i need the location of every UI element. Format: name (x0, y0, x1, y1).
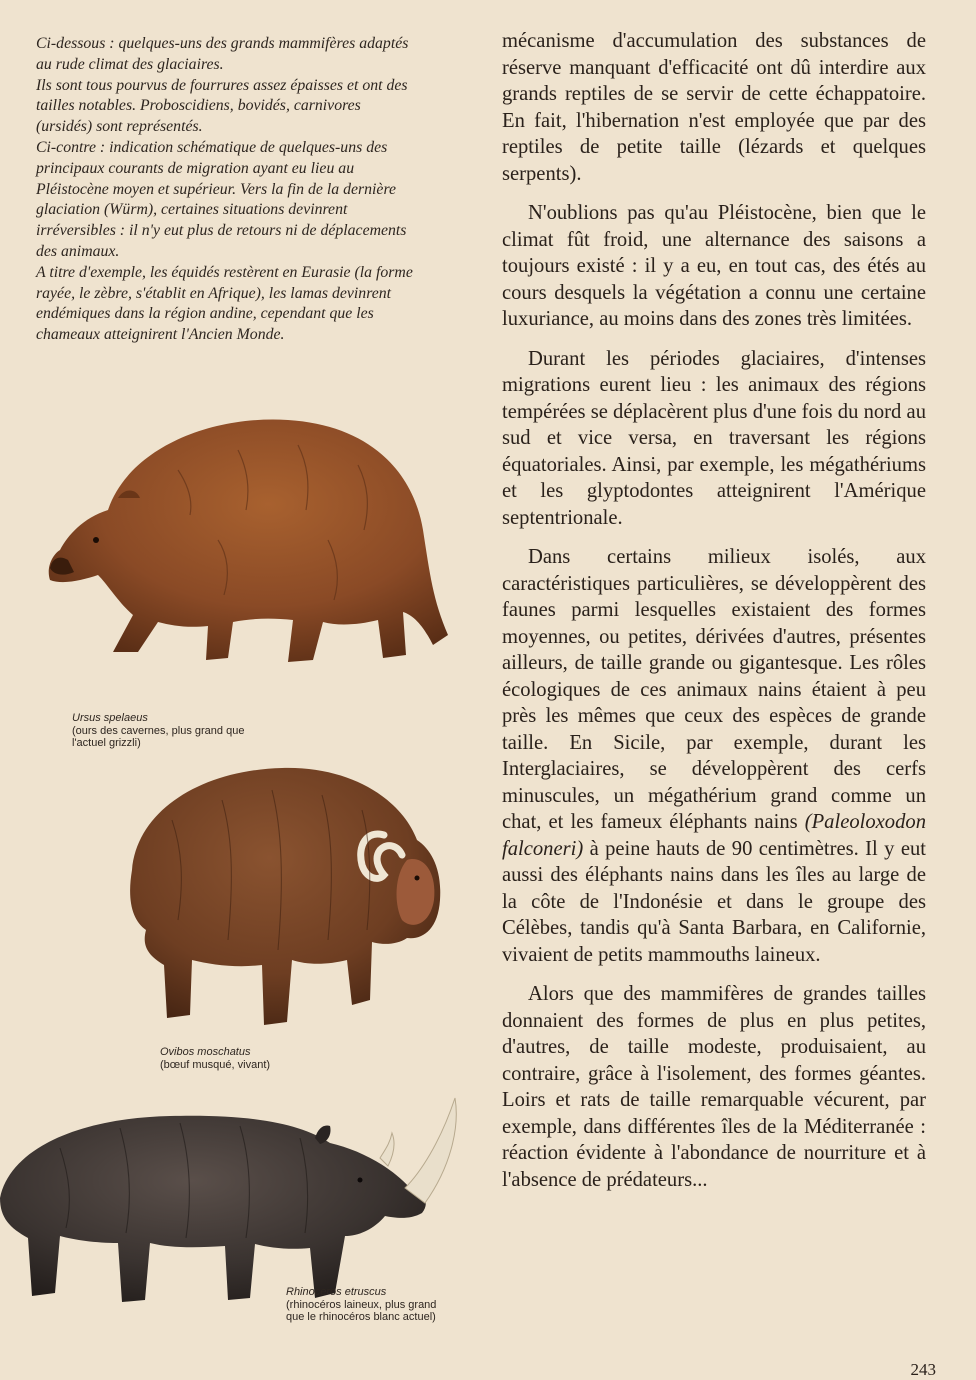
paragraph-text: à peine hauts de 90 centimètres. Il y eut aussi des éléphants nains dans les îles au large de la côte de l'Indonésie et dans le groupe des Célèbes, tandis qu'à Santa Barbara, en Californie, vivaient de petits mammouths laineux. (502, 837, 926, 966)
common-name: (rhinocéros laineux, plus grand que le rhinocéros blanc actuel) (286, 1298, 437, 1323)
caption-line: Ils sont tous pourvus de fourrures assez épaisses et ont des tailles notables. Proboscidiens, bovidés, carnivores (ursidés) sont représentés. (36, 76, 408, 136)
caption-line: Ci-contre : indication schématique de quelques-uns des principaux courants de migration ayant eu lieu au Pléistocène moyen et supérieur. Vers la fin de la dernière glaciation (Würm), certaines situations devinrent irréversibles : il n'y eut plus de retours ni de déplacements des animaux. (36, 138, 407, 260)
common-name: (bœuf musqué, vivant) (160, 1058, 271, 1071)
cave-bear-illustration (38, 390, 458, 710)
woolly-rhino-illustration (0, 1088, 470, 1318)
paragraph: Alors que des mammifères de grandes tailles donnaient des formes de plus en plus petites, d'autres, de taille modeste, produisaient, au contraire, grâce à l'isolement, des formes géantes. Loirs et rats de taille remarquable vécurent, par exemple, dans différentes îles de la Méditerranée : réaction évidente à l'abondance de nourriture et à l'absence de prédateurs... (502, 983, 926, 1191)
cave-bear-legend (72, 712, 272, 750)
caption-line: A titre d'exemple, les équidés restèrent en Eurasie (la forme rayée, le zèbre, s'établit en Afrique), les lamas devinrent endémiques dans la région andine, cependant que les chameaux atteignirent l'Ancien Monde. (36, 263, 413, 344)
page-number: 243 (910, 1360, 936, 1379)
scientific-name: Ursus spelaeus (72, 712, 148, 724)
scientific-name: Ovibos moschatus (160, 1046, 251, 1058)
species-name: (Paleoloxodon falconeri) (502, 811, 926, 860)
paragraph: N'oublions pas qu'au Pléistocène, bien que le climat fût froid, une alternance des saisons a toujours existé : il y a eu, en tout cas, des étés au cours desquels la végétation a connu une certaine luxuriance, au moins dans des zones très limitées. (502, 202, 926, 330)
figure-caption (36, 34, 420, 346)
caption-line: Ci-dessous : quelques-uns des grands mammifères adaptés au rude climat des glaciaires. (36, 35, 409, 73)
musk-ox-illustration (112, 760, 452, 1050)
body-text (502, 28, 926, 1206)
scientific-name: Rhinoceros etruscus (286, 1286, 387, 1298)
paragraph: Durant les périodes glaciaires, d'intenses migrations eurent lieu : les animaux des régions tempérées se déplacèrent plus d'une fois du nord au sud et vice versa, en traversant les régions équatoriales. Ainsi, par exemple, les mégathériums et les glyptodontes atteignirent l'Amérique septentrionale. (502, 347, 926, 529)
paragraph (502, 544, 926, 968)
paragraph-text: Dans certains milieux isolés, aux caractéristiques particulières, se développèrent des faunes parmi lesquelles existaient des formes moyennes, ou petites, dérivées d'autres, présentes ailleurs, de taille grande ou gigantesque. Les rôles écologiques de ces animaux nains étaient à peu près les mêmes que ceux des espèces de grande taille. En Sicile, par exemple, durant les Interglaciaires, se développèrent des cerfs minuscules, un mégathérium grand comme un chat, et les fameux éléphants nains (502, 546, 926, 833)
woolly-rhino-legend (286, 1286, 446, 1324)
musk-ox-legend (160, 1046, 360, 1071)
paragraph: mécanisme d'accumulation des substances de réserve manquant d'efficacité ont dû interdire aux grands reptiles de se servir de cette échappatoire. En fait, l'hibernation n'est employée que par des reptiles de petite taille (lézards et quelques serpents). (502, 30, 926, 185)
common-name: (ours des cavernes, plus grand que l'actuel grizzli) (72, 724, 245, 749)
